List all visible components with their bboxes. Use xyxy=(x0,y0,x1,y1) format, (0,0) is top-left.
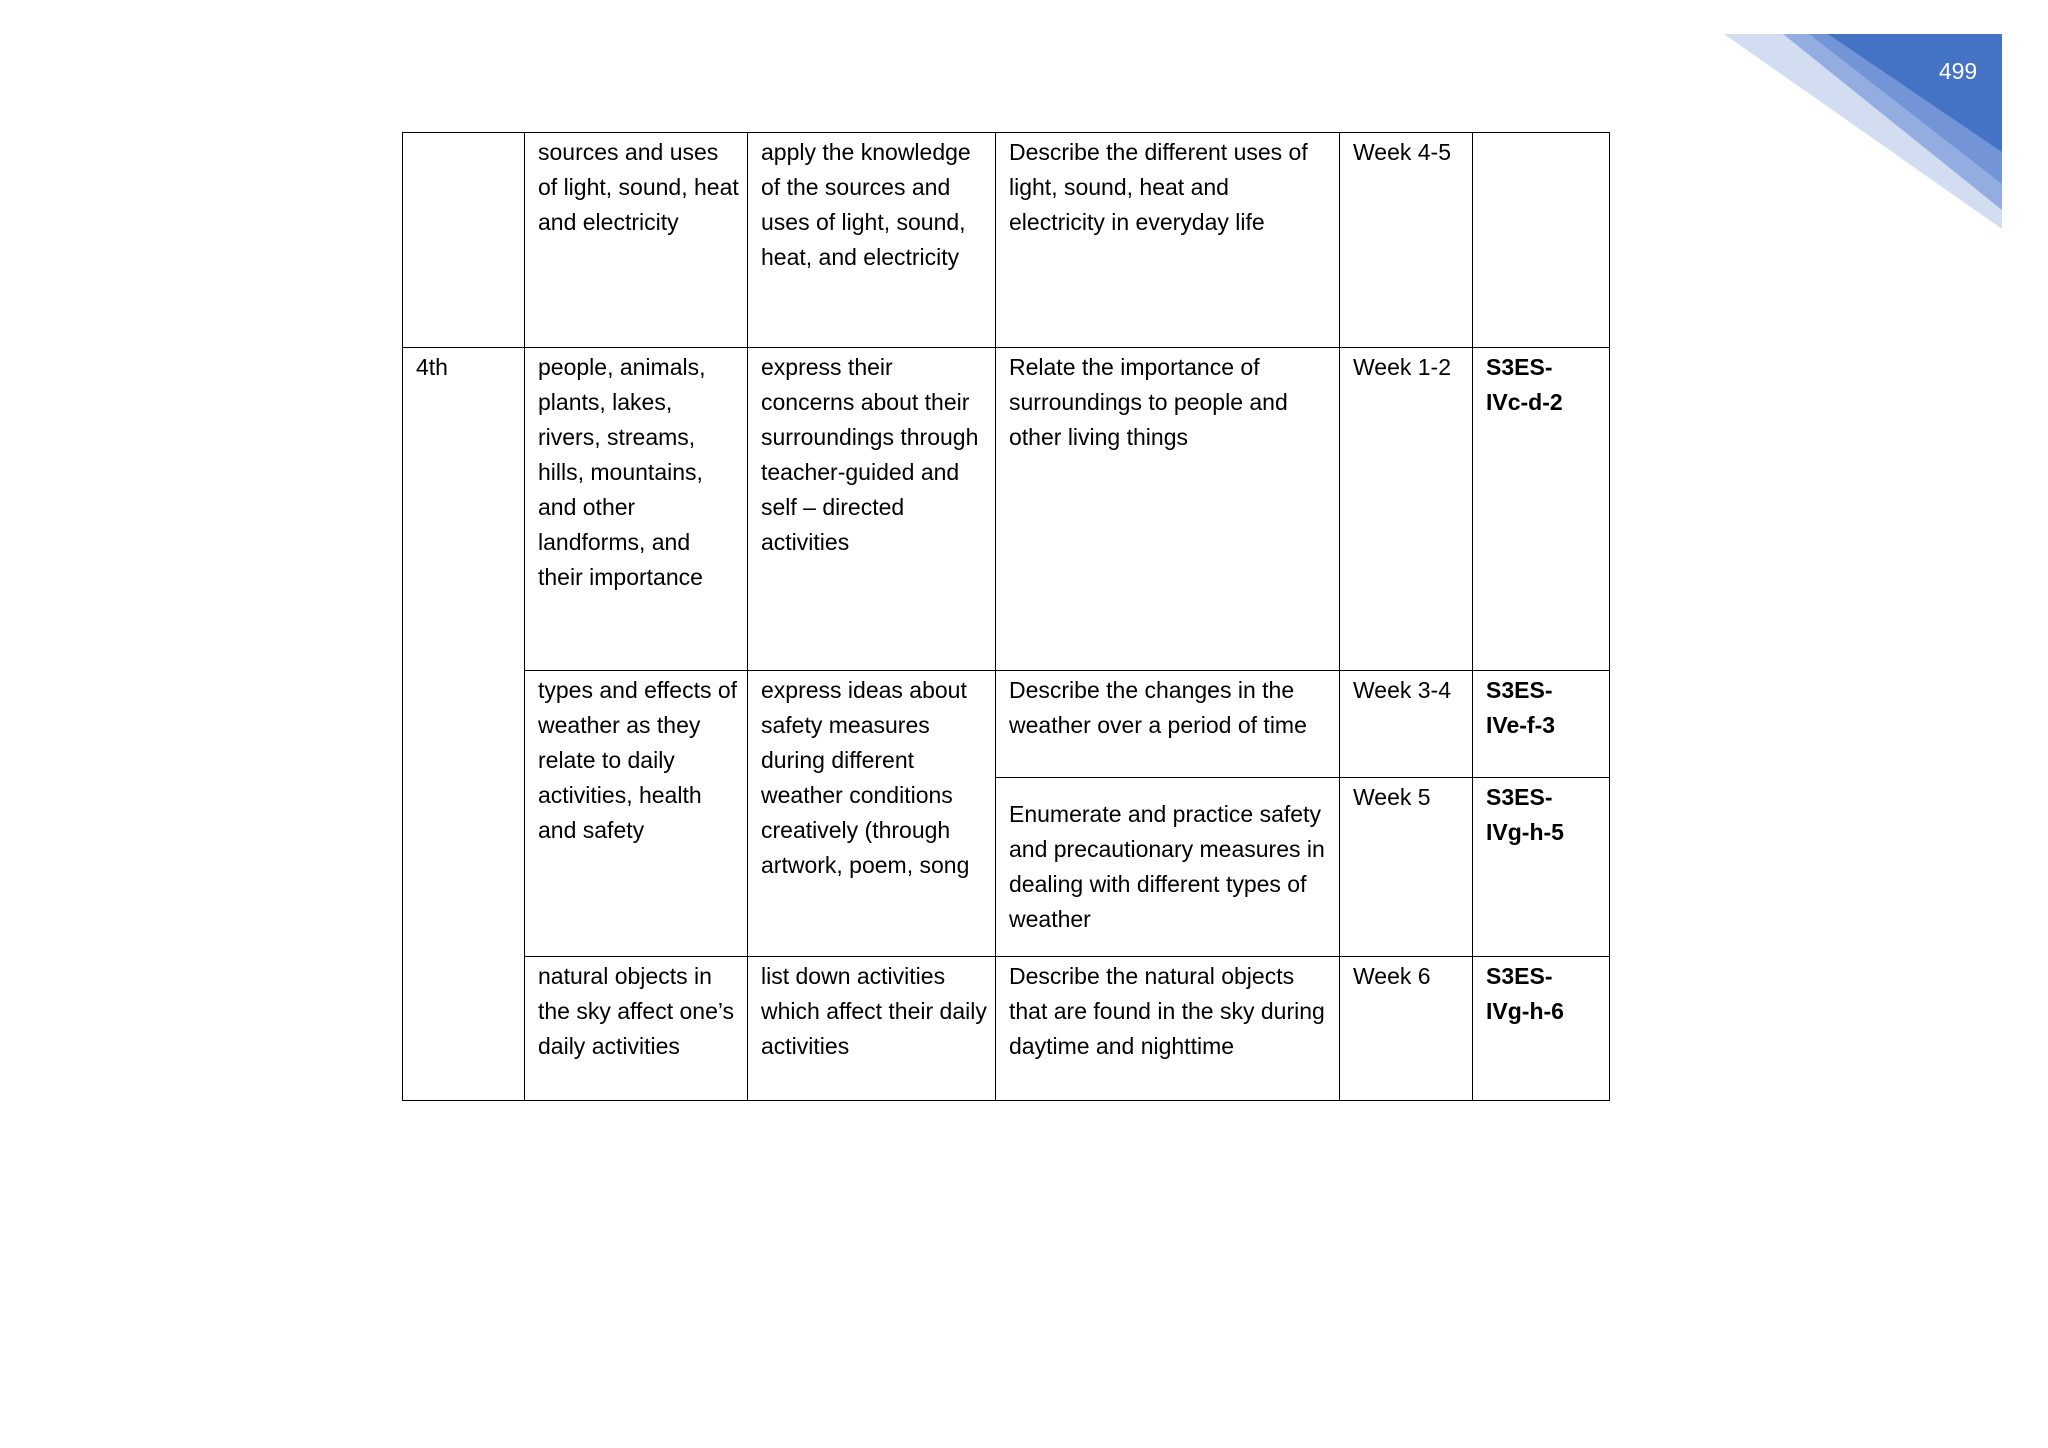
table-row xyxy=(403,348,1610,671)
table-row xyxy=(403,957,1610,1101)
topic-cell: people, animals, plants, lakes, rivers, streams, hills, mountains, and other landforms, and their importance xyxy=(525,348,748,671)
code-cell: S3ES-IVg-h-5 xyxy=(1473,778,1610,957)
competency-cell: Relate the importance of surroundings to people and other living things xyxy=(996,348,1340,671)
topic-cell: types and effects of weather as they relate to daily activities, health and safety xyxy=(525,671,748,957)
week-cell: Week 5 xyxy=(1340,778,1473,957)
week-cell: Week 6 xyxy=(1340,957,1473,1101)
code-cell xyxy=(1473,133,1610,348)
table-row xyxy=(403,671,1610,778)
topic-cell: natural objects in the sky affect one’s daily activities xyxy=(525,957,748,1101)
week-cell: Week 3-4 xyxy=(1340,671,1473,778)
grade-cell: 4th xyxy=(403,348,525,1101)
curriculum-table xyxy=(402,132,1610,1101)
performance-cell: list down activities which affect their daily activities xyxy=(748,957,996,1101)
competency-cell: Describe the natural objects that are found in the sky during daytime and nighttime xyxy=(996,957,1340,1101)
grade-cell xyxy=(403,133,525,348)
performance-cell: express their concerns about their surroundings through teacher-guided and self – directed activities xyxy=(748,348,996,671)
performance-cell: express ideas about safety measures during different weather conditions creatively (through artwork, poem, song xyxy=(748,671,996,957)
competency-cell: Enumerate and practice safety and precautionary measures in dealing with different types of weather xyxy=(996,778,1340,957)
competency-cell: Describe the changes in the weather over a period of time xyxy=(996,671,1340,778)
code-cell: S3ES-IVe-f-3 xyxy=(1473,671,1610,778)
code-cell: S3ES-IVg-h-6 xyxy=(1473,957,1610,1101)
page-number: 499 xyxy=(1938,58,1978,84)
topic-cell: sources and uses of light, sound, heat and electricity xyxy=(525,133,748,348)
table-row xyxy=(403,133,1610,348)
code-cell: S3ES-IVc-d-2 xyxy=(1473,348,1610,671)
performance-cell: apply the knowledge of the sources and uses of light, sound, heat, and electricity xyxy=(748,133,996,348)
week-cell: Week 4-5 xyxy=(1340,133,1473,348)
week-cell: Week 1-2 xyxy=(1340,348,1473,671)
competency-cell: Describe the different uses of light, sound, heat and electricity in everyday life xyxy=(996,133,1340,348)
